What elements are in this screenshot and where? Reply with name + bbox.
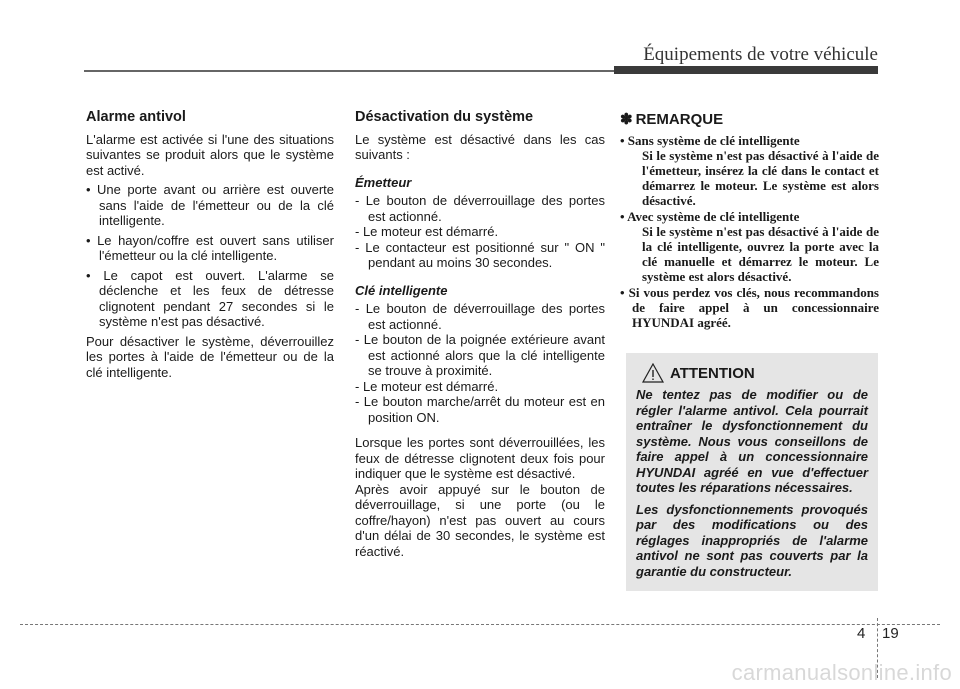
note-item-body: Si le système n'est pas désactivé à l'aide de l'émetteur, insérez la clé dans le contact et démarrez le moteur. Le système est alors désactivé.: [642, 147, 879, 208]
list-item: - Le bouton de la poignée extérieure avant est actionné alors que la clé intelligente se trouve à proximité.: [355, 332, 605, 378]
alarm-intro: L'alarme est activée si l'une des situations suivantes se produit alors que le système est activé.: [86, 131, 334, 178]
list-item: - Le bouton de déverrouillage des portes est actionné.: [355, 301, 605, 332]
note-item-last: • Si vous perdez vos clés, nous recommandons de faire appel à un concessionnaire HYUNDAI agréé.: [620, 284, 879, 330]
page-number: 19: [882, 625, 899, 642]
warning-title: ATTENTION: [670, 364, 755, 382]
list-item: - Le moteur est démarré.: [355, 378, 499, 394]
note-item-head: • Sans système de clé intelligente: [620, 132, 800, 148]
list-item: - Le bouton de déverrouillage des portes est actionné.: [355, 193, 605, 224]
column-alarm: [86, 110, 334, 384]
alarm-outro: Pour désactiver le système, déverrouillez les portes à l'aide de l'émetteur ou de la clé intelligente.: [86, 333, 334, 380]
alarm-bullet: • Le capot est ouvert. L'alarme se déclenche et les feux de détresse clignotent pendant 27 secondes si le système n'est pas désactivé.: [86, 267, 334, 329]
deactivation-heading: Désactivation du système: [355, 109, 534, 125]
column-deactivation: [355, 110, 605, 563]
note-title: [620, 112, 879, 128]
warning-header: [636, 363, 868, 383]
subheading-transmitter: Émetteur: [355, 174, 412, 190]
subheading-smart-key: Clé intelligente: [355, 282, 448, 298]
warning-triangle-icon: [642, 363, 664, 383]
note-item: [620, 133, 879, 208]
note-item-body: Si le système n'est pas désactivé à l'aide de la clé intelligente, ouvrez la porte avec la clé manuelle et démarrez le moteur. Le système est alors désactivé.: [642, 223, 879, 284]
list-item: - Le bouton marche/arrêt du moteur est en position ON.: [355, 394, 605, 425]
header-rule: [84, 70, 614, 72]
header-bar: [614, 66, 878, 74]
note-item: [620, 209, 879, 284]
warning-text: Ne tentez pas de modifier ou de régler l'alarme antivol. Cela pourrait entraîner le dysfonctionnement du système. Nous vous conseillons de faire appel à un concessionnaire HYUNDAI agréé en vue d'effectuer toutes les réparations nécessaires.: [636, 387, 868, 495]
alarm-bullet: • Une porte avant ou arrière est ouverte sans l'aide de l'émetteur ou de la clé intelligente.: [86, 182, 334, 228]
footer-rule: [20, 624, 940, 625]
column-note: [620, 110, 879, 331]
warning-text: Les dysfonctionnements provoqués par des modifications ou des réglages inappropriés de l'alarme antivol ne sont pas couverts par la garantie du constructeur.: [636, 501, 868, 579]
chapter-number: 4: [857, 625, 866, 642]
list-item: - Le contacteur est positionné sur " ON " pendant au moins 30 secondes.: [355, 239, 605, 270]
note-item-head: • Avec système de clé intelligente: [620, 208, 800, 224]
deactivation-para: Après avoir appuyé sur le bouton de déverrouillage, si une porte (ou le coffre/hayon) n'est pas ouvert au cours d'un délai de 30 secondes, le système est réactivé.: [355, 481, 605, 559]
star-icon: ✽: [620, 111, 633, 128]
deactivation-intro: Le système est désactivé dans les cas suivants :: [355, 131, 605, 162]
warning-box: [626, 353, 878, 591]
header-title: Équipements de votre véhicule: [643, 44, 878, 65]
list-item: - Le moteur est démarré.: [355, 224, 499, 239]
deactivation-para: Lorsque les portes sont déverrouillées, les feux de détresse clignotent deux fois pour indiquer que le système est désactivé.: [355, 435, 605, 481]
note-title-text: REMARQUE: [635, 111, 724, 128]
watermark: carmanualsonline.info: [731, 660, 952, 685]
alarm-bullet: • Le hayon/coffre est ouvert sans utiliser l'émetteur ou la clé intelligente.: [86, 232, 334, 263]
alarm-heading: Alarme antivol: [86, 109, 186, 125]
